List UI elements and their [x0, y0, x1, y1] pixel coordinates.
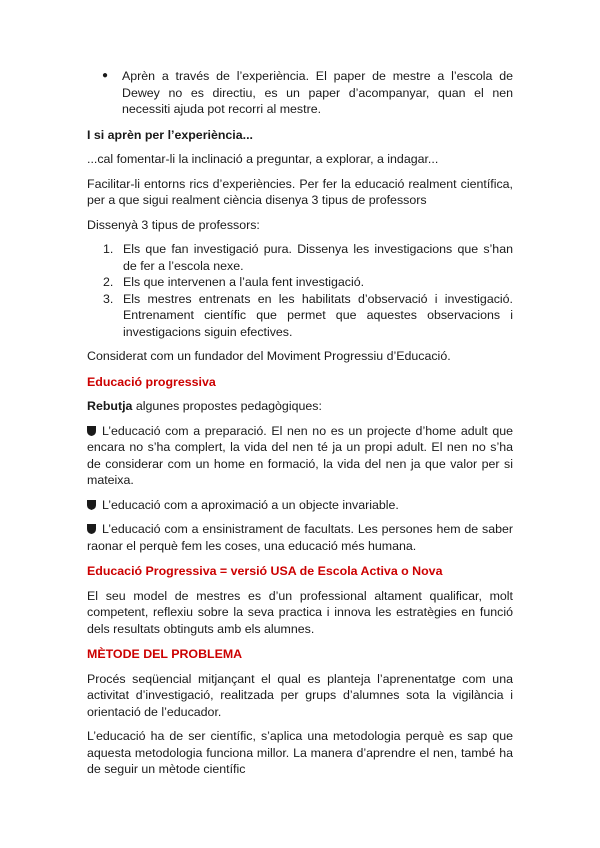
paragraph: Facilitar-li entorns rics d’experiències. Per fer la educació realment científica, per a que sigui realment ciència disenya 3 tipus de professors [87, 176, 513, 207]
paragraph: Procés seqüencial mitjançant el qual es planteja l’aprenentatge com una activitat d’investigació, realitzada per grups d’alumnes sota la vigilància i orientació de l’educador. [87, 671, 513, 719]
shield-item-text: L’educació com a ensinistrament de facultats. Les persones hem de saber raonar el perquè fem les coses, una educació més humana. [87, 522, 513, 553]
paragraph: El seu model de mestres es d’un professional altament qualificar, molt competent, reflexiu sobre la seva practica i innova les estratègies en funció dels resultats obtinguts amb els alumnes. [87, 588, 513, 636]
paragraph: Considerat com un fundador del Moviment Progressiu d’Educació. [87, 349, 451, 363]
shield-bullet-icon [87, 500, 96, 510]
shield-list-item [87, 521, 513, 554]
paragraph: L’educació ha de ser científic, s’aplica una metodologia perquè es sap que aquesta metodologia funciona millor. La manera d’aprendre el nen, també ha de seguir un mètode científic [87, 729, 513, 776]
shield-list-item [87, 497, 513, 514]
list-text: Els que intervenen a l’aula fent investigació. [123, 275, 365, 289]
paragraph: Dissenyà 3 tipus de professors: [87, 217, 260, 232]
list-number: 2. [103, 275, 114, 289]
shield-bullet-icon [87, 426, 96, 436]
numbered-list [87, 241, 513, 340]
bullet-text: Aprèn a través de l’experiència. El paper de mestre a l’escola de Dewey no es directiu, es un paper d’acompanyar, quan el nen necessiti ajuda pot recorri al mestre. [122, 69, 513, 116]
shield-item-text: L’educació com a aproximació a un objecte invariable. [102, 497, 399, 512]
section-heading-red: Educació Progressiva = versió USA de Escola Activa o Nova [87, 564, 443, 578]
bold-label: Rebutja [87, 399, 133, 413]
bullet-dot: ● [102, 70, 109, 81]
list-number: 3. [103, 291, 114, 306]
list-item [103, 291, 513, 341]
section-heading: I si aprèn per l’experiència... [87, 127, 253, 142]
paragraph-text: algunes propostes pedagògiques: [132, 399, 322, 413]
paragraph: ...cal fomentar-li la inclinació a preguntar, a explorar, a indagar... [87, 152, 439, 166]
shield-item-text: L’educació com a preparació. El nen no es un projecte d’home adult que encara no s’ha complert, la vida del nen té ja un propi adult. El nen no s’ha de considerar com un home en formació, la vida del nen ja que valor per si mateixa. [87, 423, 513, 487]
list-text: Els mestres entrenats en les habilitats d’observació i investigació. Entrenament científic que permet que aquestes observacions i investigacions siguin efectives. [123, 291, 513, 339]
list-item [103, 274, 513, 291]
list-number: 1. [103, 242, 114, 256]
section-heading-red: MÈTODE DEL PROBLEMA [87, 647, 243, 661]
section-heading-red: Educació progressiva [87, 374, 216, 389]
shield-list-item [87, 423, 513, 489]
list-item [103, 241, 513, 274]
list-text: Els que fan investigació pura. Dissenya les investigacions que s’han de fer a l’escola nexe. [123, 242, 513, 273]
shield-bullet-icon [87, 524, 96, 534]
list-item [102, 68, 513, 118]
paragraph [87, 398, 513, 415]
